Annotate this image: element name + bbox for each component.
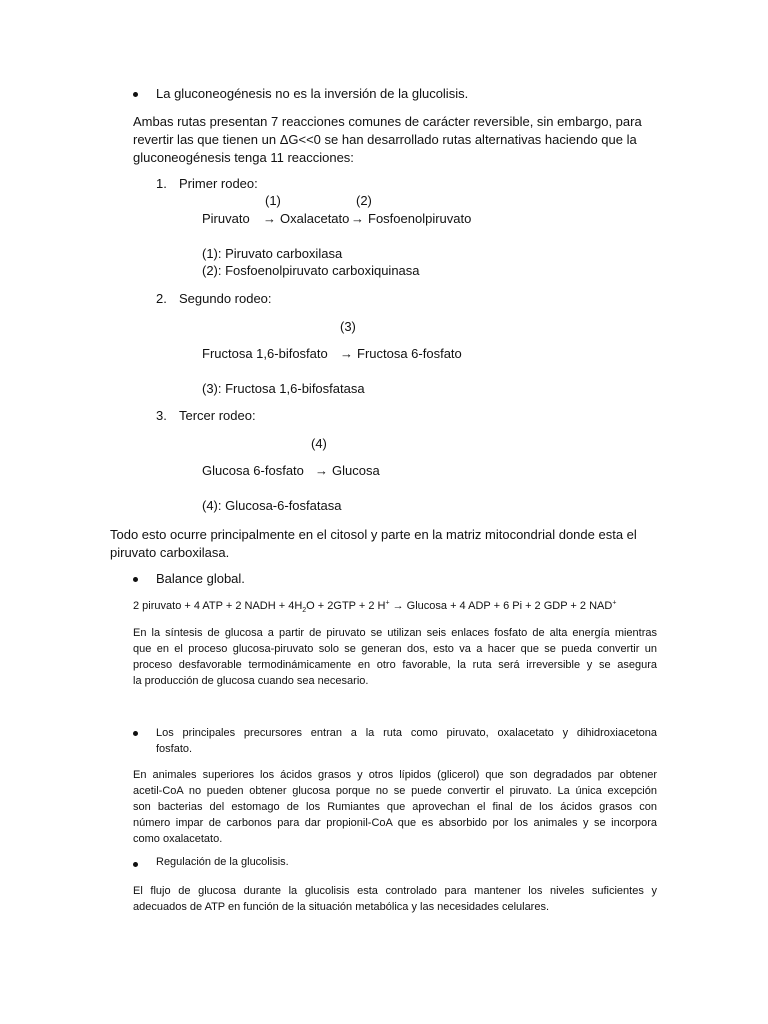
text-line: la producción de glucosa cuando sea necesario. [133, 675, 369, 687]
reaction-marker: (2) [356, 193, 372, 208]
reaction-substrate: Glucosa 6-fosfato [202, 463, 304, 478]
bullet-dot [133, 862, 138, 867]
reaction-substrate: Piruvato [202, 211, 250, 226]
text-line: Ambas rutas presentan 7 reacciones comunes de carácter reversible, sin embargo, para [133, 114, 642, 129]
reaction-intermediate: Oxalacetato [280, 211, 350, 226]
superscript: + [612, 599, 617, 607]
text-line: El flujo de glucosa durante la glucolisis esta controlado para mantener los niveles suficientes y [133, 885, 657, 897]
text-line: como oxalacetato. [133, 833, 223, 845]
superscript: + [385, 599, 390, 607]
text-line: fosfato. [156, 743, 193, 755]
arrow-icon: → [340, 346, 353, 361]
text-line: En animales superiores los ácidos grasos y otros lípidos (glicerol) que son degradados par obtener [133, 769, 657, 781]
arrow-icon: → [315, 463, 328, 478]
equation-part: 2 piruvato + 4 ATP + 2 NADH + 4H [133, 600, 303, 612]
text-line: proceso desfavorable termodinámicamente en otro favorable, la ruta será irreversible y se asegura [133, 659, 657, 671]
bullet-dot [133, 731, 138, 736]
reaction-product: Fructosa 6-fosfato [357, 346, 462, 361]
subscript: 2 [302, 607, 307, 615]
text-line: acetil-CoA no pueden obtener glucosa porque no se puede convertir el piruvato. La única excepción [133, 785, 657, 797]
list-number: 3. [156, 408, 167, 423]
enzyme-note: (2): Fosfoenolpiruvato carboxiquinasa [202, 263, 420, 278]
text-line: En la síntesis de glucosa a partir de piruvato se utilizan seis enlaces fosfato de alta energía mientras [133, 627, 657, 639]
step-label: Primer rodeo: [179, 176, 258, 191]
text-line: gluconeogénesis tenga 11 reacciones: [133, 150, 354, 165]
bullet-dot [133, 577, 138, 582]
list-number: 1. [156, 176, 167, 191]
balance-equation [133, 599, 617, 615]
text-line: Los principales precursores entran a la ruta como piruvato, oxalacetato y dihidroxiacetona [156, 727, 657, 739]
paragraph [133, 113, 653, 167]
reaction-product: Glucosa [332, 463, 380, 478]
arrow-icon: → [351, 211, 364, 226]
reaction-substrate: Fructosa 1,6-bifosfato [202, 346, 328, 361]
step-label: Tercer rodeo: [179, 408, 256, 423]
paragraph [133, 625, 657, 689]
bullet-text: Regulación de la glucolisis. [156, 856, 289, 868]
paragraph [133, 767, 657, 847]
bullet-text [156, 725, 657, 757]
paragraph [110, 526, 650, 562]
step-label: Segundo rodeo: [179, 291, 272, 306]
equation-part: → Glucosa + 4 ADP + 6 Pi + 2 GDP + 2 NAD [389, 600, 613, 612]
enzyme-note: (4): Glucosa-6-fosfatasa [202, 498, 342, 513]
bullet-text: La gluconeogénesis no es la inversión de la glucolisis. [156, 86, 469, 101]
text-line: que en el proceso glucosa-piruvato solo se generan dos, esto va a hacer que se pueda convertir un [133, 643, 657, 655]
reaction-marker: (1) [265, 193, 281, 208]
bullet-dot [133, 92, 138, 97]
text-line: adecuados de ATP en función de la situación metabólica y las necesidades celulares. [133, 901, 550, 913]
enzyme-note: (1): Piruvato carboxilasa [202, 246, 343, 261]
text-line: revertir las que tienen un ΔG<<0 se han desarrollado rutas alternativas haciendo que la [133, 132, 637, 147]
text-line: Todo esto ocurre principalmente en el citosol y parte en la matriz mitocondrial donde esta el [110, 527, 637, 542]
list-number: 2. [156, 291, 167, 306]
paragraph [133, 883, 657, 915]
arrow-icon: → [263, 211, 276, 226]
reaction-marker: (4) [311, 436, 327, 451]
equation-part: O + 2GTP + 2 H [306, 600, 386, 612]
reaction-product: Fosfoenolpiruvato [368, 211, 472, 226]
reaction-marker: (3) [340, 319, 356, 334]
bullet-text: Balance global. [156, 571, 245, 586]
text-line: número impar de carbonos para dar propionil-CoA que es absorbido por los animales y se incorpora [133, 817, 657, 829]
text-line: piruvato carboxilasa. [110, 545, 230, 560]
text-line: son bacterias del estomago de los Rumiantes que aprovechan el final de los ácidos grasos con [133, 801, 657, 813]
enzyme-note: (3): Fructosa 1,6-bifosfatasa [202, 381, 365, 396]
